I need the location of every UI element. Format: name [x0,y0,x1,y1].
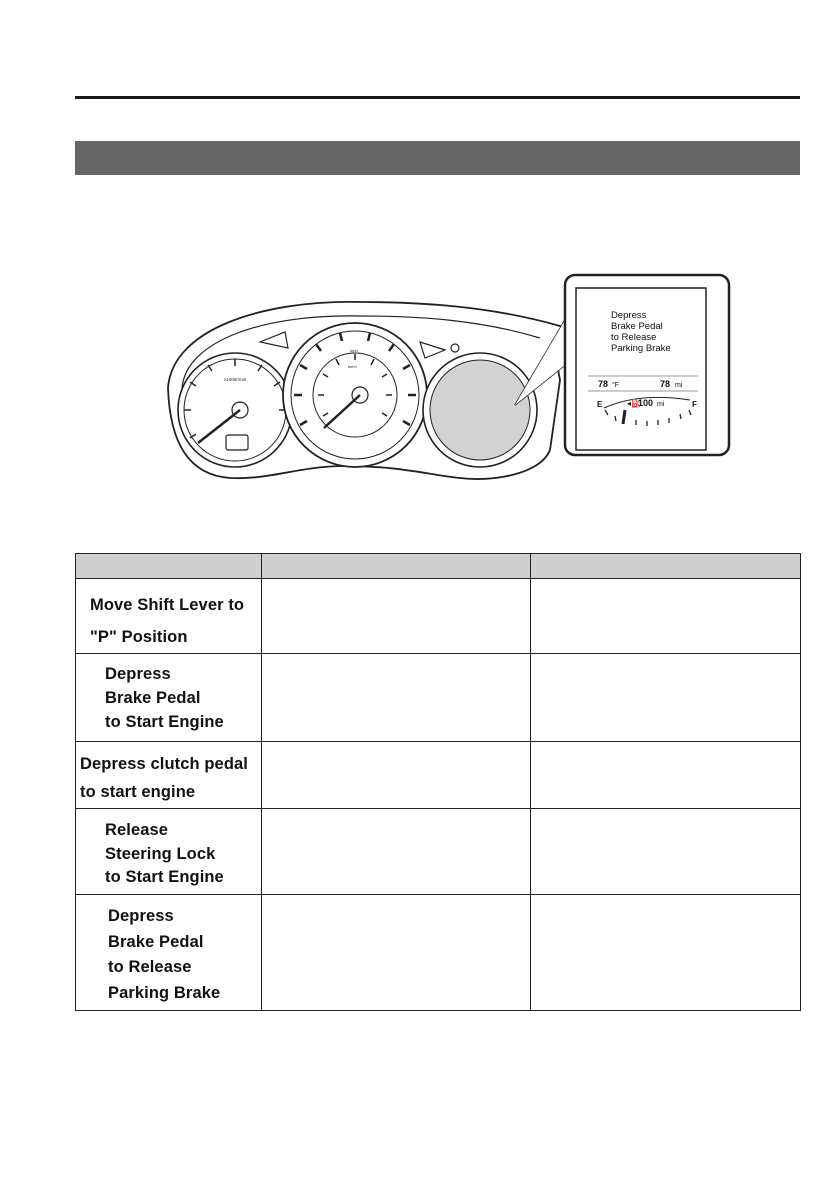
temperature-unit: °F [612,382,620,389]
speedo-unit-mph: mph [350,348,358,353]
empty-cell [262,809,531,895]
tach-unit-label: x1000r/min [224,377,247,382]
message-text: Release Steering Lock to Start Engine [105,821,224,886]
table-row [76,579,801,654]
header-rule [75,96,800,99]
table-row [76,654,801,742]
speedo-unit-kmh: km/h [348,364,357,369]
instrument-cluster-illustration [160,270,740,500]
empty-cell [531,742,801,809]
odometer-value: 100 [638,398,654,408]
range-value: 78 [660,379,671,389]
display-line-1: Depress [611,310,647,321]
message-text: Depress clutch pedal to start engine [80,755,248,801]
empty-cell [262,579,531,654]
header-cell [531,554,801,579]
empty-cell [531,579,801,654]
range-unit: mi [675,382,683,389]
header-cell [262,554,531,579]
table-header-row [76,554,801,579]
fuel-empty-label: E [597,400,603,409]
speedometer [283,323,427,467]
message-text: Depress Brake Pedal to Start Engine [105,665,224,731]
message-text: Depress Brake Pedal to Release Parking Brake [108,907,221,1002]
section-heading-bar [75,141,800,175]
fuel-pump-icon: ◂⛽ [627,399,641,408]
message-text: Move Shift Lever to "P" Position [90,596,245,646]
empty-cell [531,895,801,1011]
table-row [76,809,801,895]
empty-cell [531,809,801,895]
table-row [76,895,801,1011]
tachometer [178,353,292,467]
multi-info-display-callout [565,275,729,455]
odometer-unit: mi [657,401,665,408]
display-line-4: Parking Brake [611,343,671,354]
fuel-full-label: F [692,400,697,409]
table-row [76,742,801,809]
empty-cell [262,895,531,1011]
display-line-3: to Release [611,332,657,343]
empty-cell [262,654,531,742]
header-cell [76,554,262,579]
warning-message-table [75,553,801,1011]
empty-cell [531,654,801,742]
display-line-2: Brake Pedal [611,321,663,332]
empty-cell [262,742,531,809]
temperature-value: 78 [598,379,609,389]
